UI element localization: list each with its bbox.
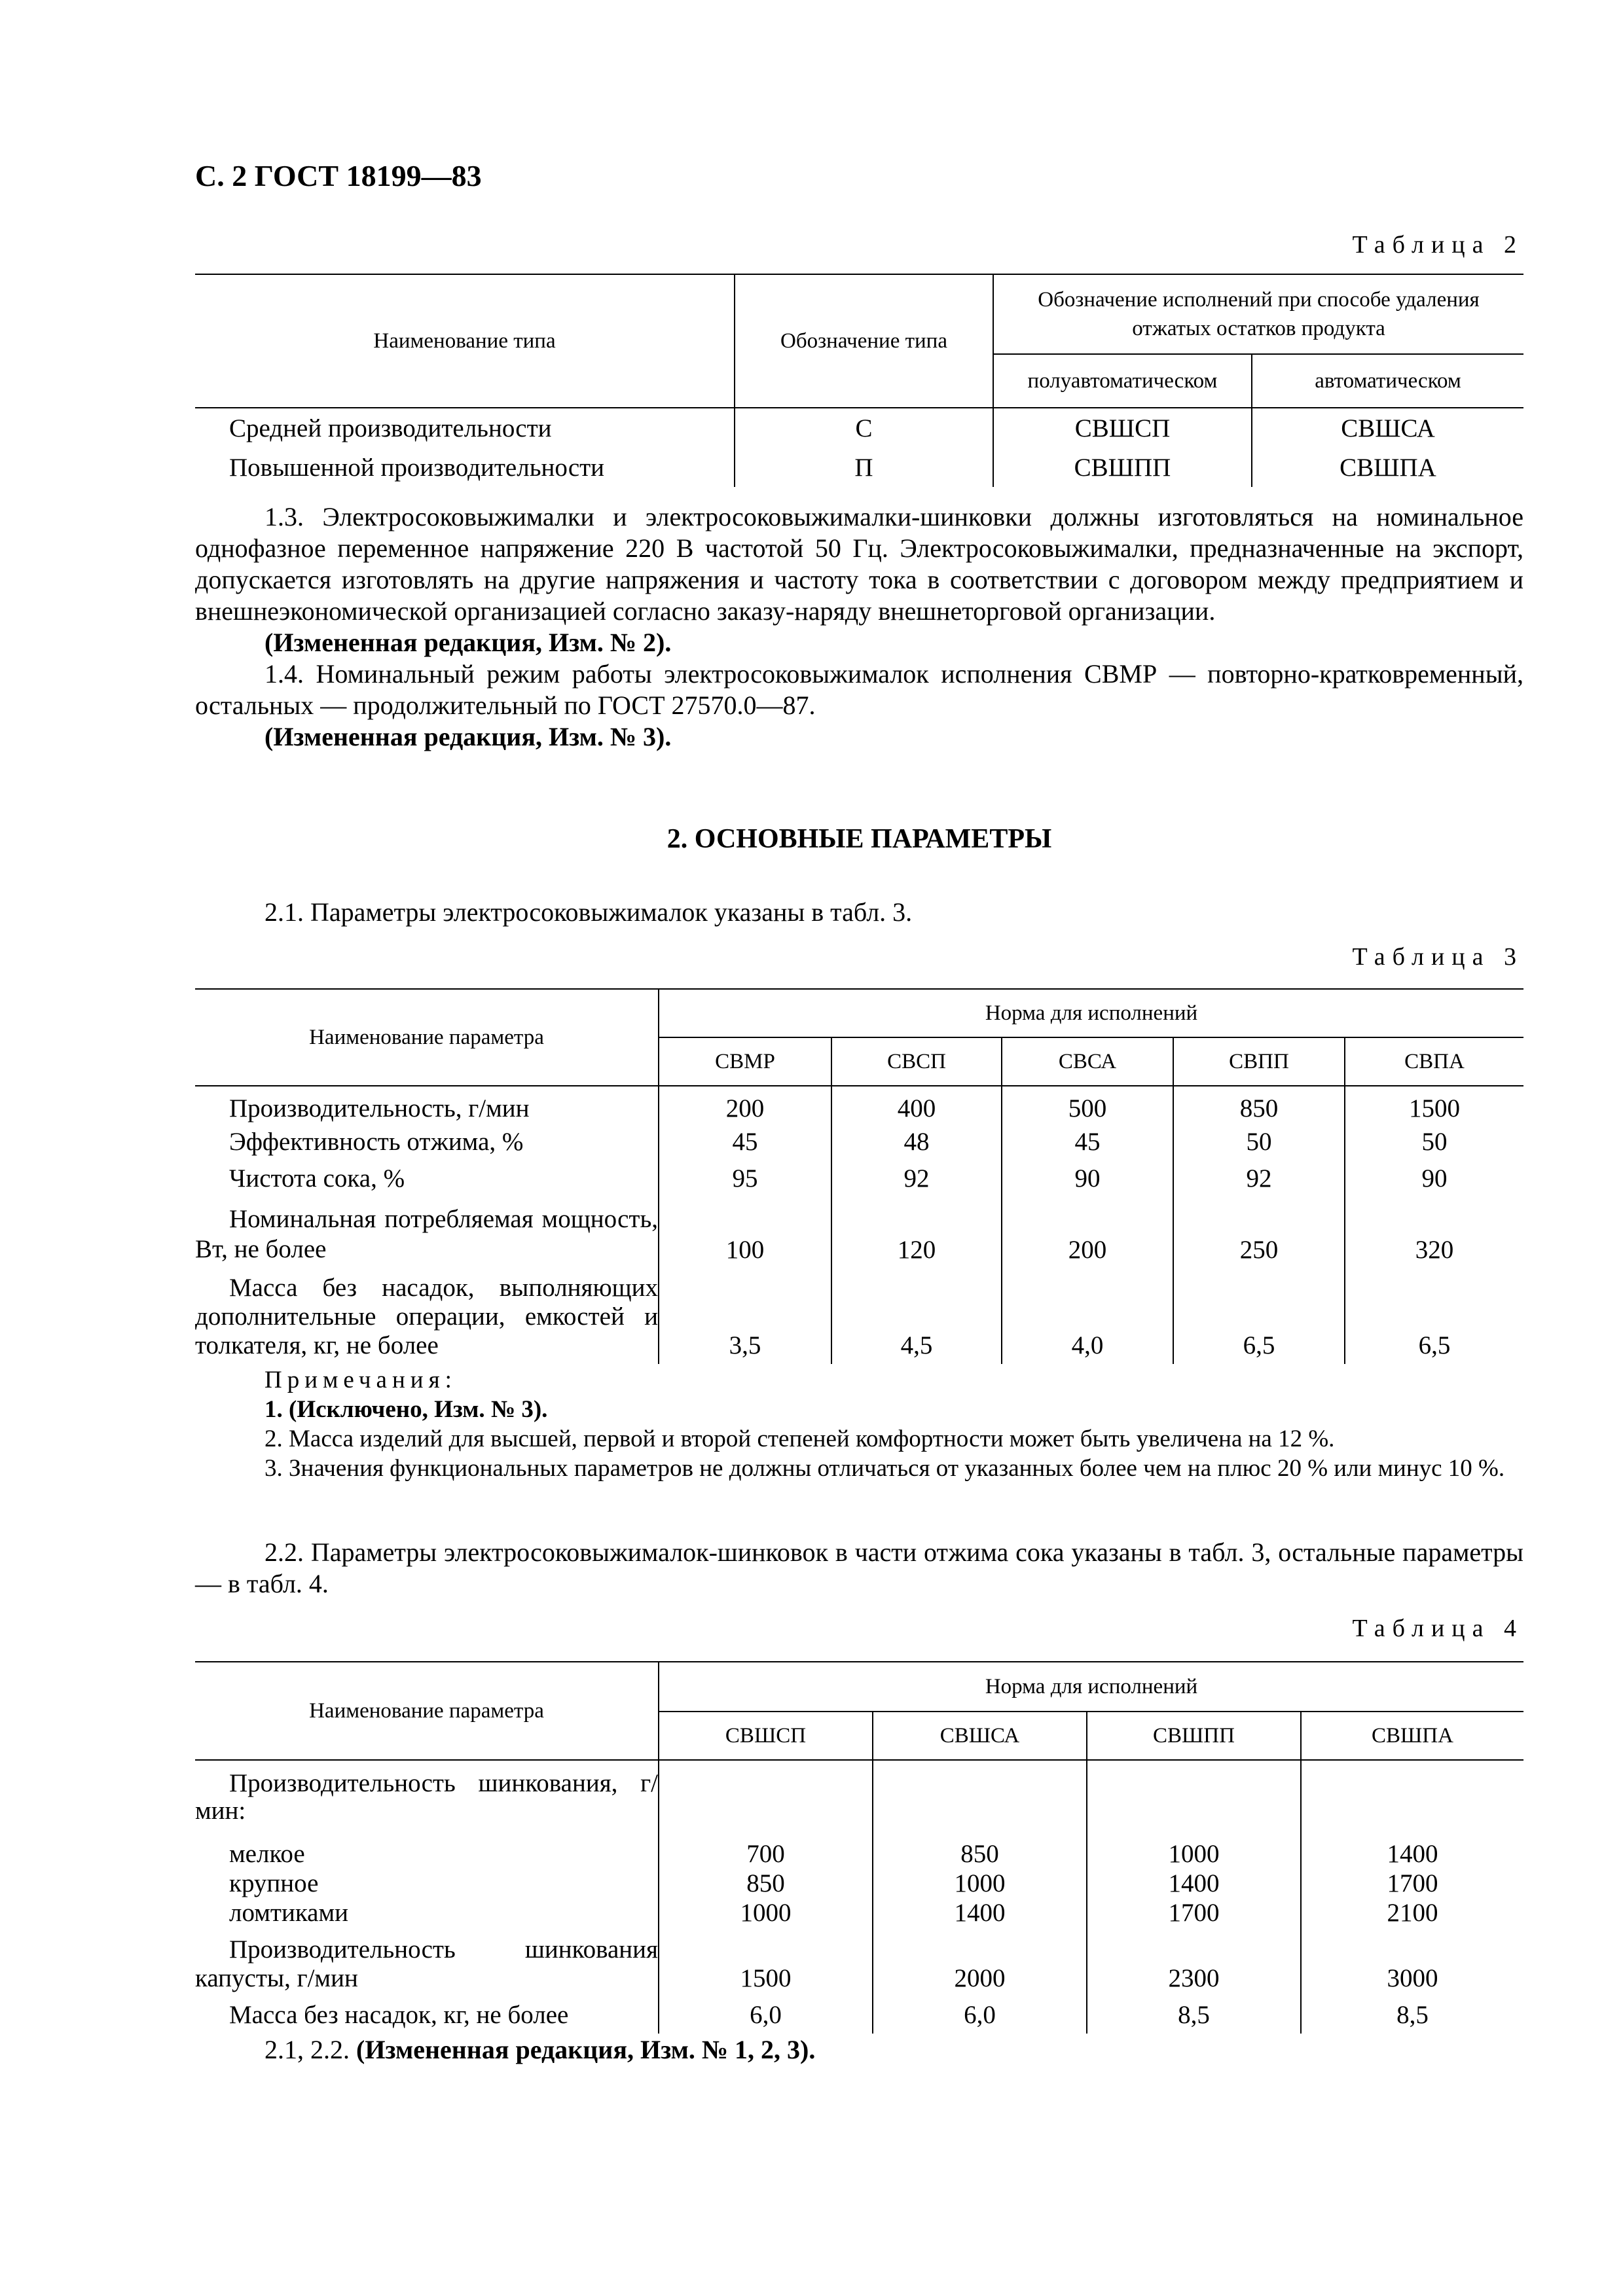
table-row [195, 1086, 1523, 1123]
table4-cell: 850 [659, 1869, 873, 1898]
table3-cell: 92 [831, 1160, 1002, 1196]
table2-cell: П [735, 448, 993, 487]
table2-cell: СВШПА [1252, 448, 1523, 487]
table2-col-semi: полуавтоматическом [993, 354, 1252, 408]
table4-cell [1301, 1760, 1523, 1839]
table3-cell: 250 [1173, 1196, 1345, 1268]
table-row [195, 1928, 1523, 1996]
table4-cell: 1400 [873, 1898, 1087, 1928]
table3-col-group: Норма для исполнений [659, 989, 1523, 1037]
note-1: 1. (Исключено, Изм. № 3). [264, 1396, 548, 1423]
table3-cell: 4,0 [1002, 1268, 1173, 1364]
table2-caption: Таблица 2 [1352, 231, 1523, 259]
table2-col-designation: Обозначение типа [735, 274, 993, 408]
note-2: 2. Масса изделий для высшей, первой и второй степеней комфортности может быть увеличена на 12 %. [264, 1426, 1335, 1452]
section-2-heading: 2. ОСНОВНЫЕ ПАРАМЕТРЫ [666, 824, 1052, 854]
table4-cell: 8,5 [1087, 1996, 1301, 2034]
table-row [195, 408, 1523, 448]
table3-cell [195, 1268, 659, 1364]
table3-col-3: СВСА [1002, 1037, 1173, 1086]
table-row [195, 1839, 1523, 1869]
table3-cell: 320 [1345, 1196, 1523, 1268]
table4-cell: 1400 [1087, 1869, 1301, 1898]
table-row [195, 1760, 1523, 1839]
table4-cell: 6,0 [873, 1996, 1087, 2034]
table3-cell: 6,5 [1345, 1268, 1523, 1364]
table3-cell: Производительность, г/мин [229, 1094, 530, 1122]
table4-cell [195, 1928, 659, 1996]
table3-cell: 100 [659, 1196, 831, 1268]
final-amendment-prefix: 2.1, 2.2. [264, 2035, 350, 2064]
table-row [195, 1898, 1523, 1928]
clause-1-3-text: 1.3. Электросоковыжималки и электросоковыжималки-шинковки должны изготовляться на номинальное однофазное переменное напряжение 220 В частотой 50 Гц. Электросоковыжималки, предназначенные на экспорт, допускается изготовлять на другие напряжения и частоту тока в соответствии с договором между предприятием и внешнеэкономической организацией согласно заказу-наряду внешнеторговой организации. [195, 502, 1523, 626]
table3-cell: 95 [659, 1160, 831, 1196]
table-row [195, 1160, 1523, 1196]
table3-cell: 45 [1002, 1123, 1173, 1160]
table3-cell: 4,5 [831, 1268, 1002, 1364]
final-amendment [195, 2034, 1523, 2066]
table4-cell [659, 1760, 873, 1839]
clause-2-1 [195, 897, 1523, 928]
table4-cell: 1400 [1301, 1839, 1523, 1869]
table2-cell: СВШСА [1252, 408, 1523, 448]
table4-cell: 1000 [873, 1869, 1087, 1898]
clause-1-3 [195, 501, 1523, 753]
table4-cell: 2300 [1087, 1928, 1301, 1996]
table2-col-name: Наименование типа [195, 274, 735, 408]
table4-col-2: СВШСА [873, 1712, 1087, 1760]
table4-col-name: Наименование параметра [195, 1662, 659, 1760]
table3-row-name: Номинальная потребляемая мощность, Вт, не более [195, 1205, 658, 1263]
notes-block [195, 1365, 1523, 1483]
table4-cell: Масса без насадок, кг, не более [229, 2000, 569, 2029]
table4-col-4: СВШПА [1301, 1712, 1523, 1760]
table4-cell [1087, 1760, 1301, 1839]
table3-cell [195, 1196, 659, 1268]
table3-cell: 50 [1345, 1123, 1523, 1160]
clause-2-2 [195, 1537, 1523, 1600]
table4-cell: 850 [873, 1839, 1087, 1869]
table3-cell: 120 [831, 1196, 1002, 1268]
table-row [195, 1869, 1523, 1898]
table3-caption: Таблица 3 [1352, 943, 1523, 971]
table3-col-4: СВПП [1173, 1037, 1345, 1086]
note-3: 3. Значения функциональных параметров не должны отличаться от указанных более чем на плюс 20 % или минус 10 %. [264, 1455, 1505, 1482]
table3-cell: 850 [1173, 1086, 1345, 1123]
table4-cell: 8,5 [1301, 1996, 1523, 2034]
page-header: С. 2 ГОСТ 18199—83 [195, 159, 482, 192]
table4-cell: 2000 [873, 1928, 1087, 1996]
table4-cell: 700 [659, 1839, 873, 1869]
table3-col-2: СВСП [831, 1037, 1002, 1086]
table4-cell: мелкое [229, 1840, 305, 1868]
table3-cell: 400 [831, 1086, 1002, 1123]
clause-1-3-amendment: (Измененная редакция, Изм. № 2). [264, 628, 672, 657]
table3-cell: Эффективность отжима, % [229, 1127, 524, 1156]
table4-caption: Таблица 4 [1352, 1615, 1523, 1642]
table4-group-name: Производительность шинкования, г/мин: [195, 1769, 658, 1825]
clause-2-2-text: 2.2. Параметры электросоковыжималок-шинковок в части отжима сока указаны в табл. 3, остальные параметры — в табл. 4. [195, 1537, 1523, 1598]
table-row [195, 448, 1523, 487]
table2-cell: Повышенной производительности [229, 453, 605, 482]
table2-cell: С [735, 408, 993, 448]
table3 [195, 988, 1523, 1364]
table4-cell: 3000 [1301, 1928, 1523, 1996]
table3-cell: 6,5 [1173, 1268, 1345, 1364]
table3-row-name: Масса без насадок, выполняющих дополнительные операции, емкостей и толкателя, кг, не более [195, 1274, 658, 1359]
table3-cell: 200 [1002, 1196, 1173, 1268]
table-row [195, 1268, 1523, 1364]
table4-cell: 1700 [1301, 1869, 1523, 1898]
table-row [195, 1196, 1523, 1268]
table3-cell: Чистота сока, % [229, 1164, 405, 1193]
table3-cell: 92 [1173, 1160, 1345, 1196]
clause-1-4-text: 1.4. Номинальный режим работы электросоковыжималок исполнения СВМР — повторно-кратковременный, остальных — продолжительный по ГОСТ 27570.0—87. [195, 659, 1523, 720]
table3-cell: 90 [1345, 1160, 1523, 1196]
table-row [195, 1996, 1523, 2034]
table4-cell [873, 1760, 1087, 1839]
table3-col-name: Наименование параметра [195, 989, 659, 1086]
table2 [195, 274, 1523, 487]
table3-cell: 90 [1002, 1160, 1173, 1196]
table4-cell: 1500 [659, 1928, 873, 1996]
table3-cell: 50 [1173, 1123, 1345, 1160]
table4-cell: 1700 [1087, 1898, 1301, 1928]
table4-cell [195, 1760, 659, 1839]
notes-title: Примечания: [264, 1367, 457, 1393]
table3-cell: 1500 [1345, 1086, 1523, 1123]
table3-cell: 48 [831, 1123, 1002, 1160]
table2-col-group: Обозначение исполнений при способе удаления отжатых остатков продукта [993, 274, 1523, 354]
table3-cell: 500 [1002, 1086, 1173, 1123]
table3-col-1: СВМР [659, 1037, 831, 1086]
clause-1-4-amendment: (Измененная редакция, Изм. № 3). [264, 722, 672, 751]
table4-cell: 6,0 [659, 1996, 873, 2034]
table4-cell: 1000 [1087, 1839, 1301, 1869]
table-row [195, 1123, 1523, 1160]
table2-cell: СВШСП [993, 408, 1252, 448]
table4-col-1: СВШСП [659, 1712, 873, 1760]
table4-col-group: Норма для исполнений [659, 1662, 1523, 1712]
table4-row-name: Производительность шинкования капусты, г/мин [195, 1935, 658, 1992]
table3-cell: 45 [659, 1123, 831, 1160]
table4-cell: ломтиками [229, 1899, 349, 1927]
table3-cell: 200 [659, 1086, 831, 1123]
table2-cell: Средней производительности [229, 414, 552, 442]
table3-cell: 3,5 [659, 1268, 831, 1364]
table4-cell: 2100 [1301, 1898, 1523, 1928]
table2-col-auto: автоматическом [1252, 354, 1523, 408]
table2-cell: СВШПП [993, 448, 1252, 487]
table4-col-3: СВШПП [1087, 1712, 1301, 1760]
clause-2-1-text: 2.1. Параметры электросоковыжималок указаны в табл. 3. [264, 897, 913, 927]
table4 [195, 1661, 1523, 2034]
table4-cell: крупное [229, 1869, 319, 1897]
table3-col-5: СВПА [1345, 1037, 1523, 1086]
table4-cell: 1000 [659, 1898, 873, 1928]
final-amendment-text: (Измененная редакция, Изм. № 1, 2, 3). [356, 2035, 816, 2064]
